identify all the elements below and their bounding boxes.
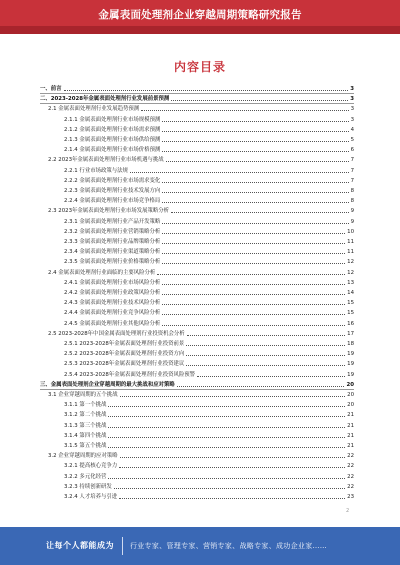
toc-entry-page: 6 (350, 147, 354, 154)
toc-entry-label: 2.4.5 金属表面处理剂行业其他风险分析 (64, 320, 161, 327)
toc-leader-dots (162, 314, 345, 315)
toc-entry-label: 2.5.2 2023-2028年金属表面处理剂行业投资方向 (64, 351, 185, 358)
toc-leader-dots (162, 243, 345, 244)
toc-leader-dots (119, 467, 345, 468)
toc-entry-page: 11 (347, 249, 354, 256)
toc-entry-label: 2.3.4 金属表面处理剂行业渠道策略分析 (64, 249, 161, 256)
toc-leader-dots (157, 274, 345, 275)
toc-leader-dots (108, 406, 345, 407)
toc-entry[interactable] (40, 329, 354, 338)
toc-entry-page: 7 (350, 177, 354, 184)
toc-entry-page: 3 (350, 106, 354, 113)
toc-leader-dots (197, 376, 345, 377)
toc-entry-page: 3 (350, 96, 354, 103)
header-band (0, 26, 400, 34)
toc-leader-dots (130, 172, 349, 173)
toc-entry-page: 11 (347, 239, 354, 245)
toc-entry-page: 21 (347, 422, 354, 429)
toc-leader-dots (108, 437, 345, 438)
toc-leader-dots (114, 488, 345, 489)
toc-entry[interactable] (40, 349, 354, 358)
toc-entry-label: 3.1.3 第三个挑战 (64, 422, 107, 429)
toc-entry-page: 22 (347, 483, 354, 490)
toc-entry[interactable] (40, 441, 354, 450)
toc-entry-label: 2.5.4 2023-2028年金属表面处理剂行业投资风险预警 (64, 371, 196, 378)
toc-entry[interactable] (40, 237, 354, 246)
toc-entry[interactable] (40, 431, 354, 440)
toc-entry-label: 2.1.1 金属表面处理剂行业市场规模预测 (64, 116, 161, 123)
toc-entry-label: 2.2.4 金属表面处理剂行业市场竞争格局 (64, 198, 161, 205)
footer-banner (0, 527, 400, 565)
toc-leader-dots (171, 100, 348, 101)
toc-leader-dots (162, 233, 345, 234)
toc-entry-label: 2.3 2023年金属表面处理剂行业市场发展策略分析 (48, 208, 170, 215)
toc-entry-label: 2.5.3 2023-2028年金属表面处理剂行业投资建议 (64, 361, 185, 368)
toc-entry[interactable] (40, 319, 354, 328)
toc-entry-page: 7 (350, 167, 354, 174)
toc-entry-label: 2.3.1 金属表面处理剂行业产品开发策略 (64, 218, 161, 225)
toc-entry[interactable] (40, 421, 354, 430)
toc-entry-page: 22 (347, 453, 354, 460)
toc-entry-page: 9 (350, 218, 354, 225)
toc-entry-label: 2.2.2 金属表面处理剂行业市场需求变化 (64, 177, 161, 184)
toc-entry-label: 2.4.4 金属表面处理剂行业竞争风险分析 (64, 310, 161, 317)
toc-leader-dots (187, 335, 345, 336)
toc-leader-dots (177, 386, 345, 387)
toc-leader-dots (162, 151, 348, 152)
toc-leader-dots (186, 365, 345, 366)
toc-entry-page: 20 (347, 392, 354, 398)
toc-entry[interactable] (40, 196, 354, 205)
toc-entry-page: 21 (347, 432, 354, 439)
toc-entry[interactable] (40, 390, 354, 399)
toc-entry-page: 17 (347, 330, 354, 337)
toc-entry[interactable] (40, 94, 354, 104)
toc-entry[interactable] (40, 155, 354, 164)
toc-entry[interactable] (40, 492, 354, 501)
toc-entry-page: 21 (347, 412, 354, 419)
toc-entry[interactable] (40, 166, 354, 175)
toc-entry-label: 一、前言 (40, 86, 62, 92)
toc-entry[interactable] (40, 268, 354, 277)
toc-entry-page: 13 (347, 279, 354, 286)
toc-leader-dots (108, 447, 345, 448)
page-number: 2 (346, 508, 350, 514)
toc-entry-label: 二、2023-2028年金属表面处理剂行业发展前景预测 (40, 96, 170, 103)
footer-slogan: 让每个人都能成为 (46, 541, 114, 550)
toc-leader-dots (171, 212, 349, 213)
toc-entry-label: 3.1 企业穿越周期的五个挑战 (48, 392, 118, 398)
toc-entry-page: 8 (350, 188, 354, 194)
toc-leader-dots (166, 161, 349, 162)
toc-entry-page: 16 (347, 320, 354, 327)
toc-entry[interactable] (40, 370, 354, 379)
toc-entry-page: 3 (350, 86, 354, 92)
toc-entry[interactable] (40, 400, 354, 409)
toc-entry[interactable] (40, 115, 354, 124)
toc-leader-dots (141, 110, 348, 111)
toc-leader-dots (186, 345, 345, 346)
toc-entry[interactable] (40, 176, 354, 185)
toc-entry-page: 15 (347, 310, 354, 317)
toc-entry-page: 22 (347, 463, 354, 470)
toc-entry-label: 2.3.2 金属表面处理剂行业营销策略分析 (64, 228, 161, 235)
toc-leader-dots (64, 90, 349, 91)
toc-entry-page: 15 (347, 300, 354, 307)
toc-entry-page: 19 (347, 351, 354, 358)
toc-heading: 内容目录 (173, 60, 226, 74)
toc-entry-label: 2.2.3 金属表面处理剂行业技术发展方向 (64, 188, 161, 194)
toc-leader-dots (162, 202, 348, 203)
toc-entry-label: 2.4 金属表面处理剂行业面临的主要风险分析 (48, 269, 156, 276)
toc-entry-page: 7 (350, 157, 354, 164)
toc-entry-label: 2.3.3 金属表面处理剂行业品牌策略分析 (64, 239, 161, 245)
toc-entry-page: 22 (347, 473, 354, 480)
toc-leader-dots (162, 121, 348, 122)
toc-entry-label: 2.1.2 金属表面处理剂行业市场需求预测 (64, 126, 161, 133)
report-title: 金属表面处理剂企业穿越周期策略研究报告 (98, 9, 302, 21)
toc-entry-label: 3.2.1 提高核心竞争力 (64, 463, 118, 470)
toc-entry-page: 18 (347, 341, 354, 347)
toc-leader-dots (162, 223, 348, 224)
toc-entry-label: 2.4.3 金属表面处理剂行业技术风险分析 (64, 300, 161, 307)
toc-leader-dots (162, 263, 345, 264)
toc-entry-page: 20 (346, 381, 354, 388)
toc-entry-page: 12 (347, 269, 354, 276)
table-of-contents (40, 84, 354, 504)
toc-entry-page: 4 (350, 126, 354, 133)
toc-entry-page: 8 (350, 198, 354, 205)
toc-entry-page: 19 (347, 371, 354, 378)
toc-entry-page: 21 (347, 443, 354, 449)
toc-entry[interactable] (40, 217, 354, 226)
toc-leader-dots (162, 325, 345, 326)
toc-leader-dots (120, 457, 346, 458)
toc-entry[interactable] (40, 339, 354, 348)
toc-entry[interactable] (40, 308, 354, 317)
toc-entry-label: 3.1.2 第二个挑战 (64, 412, 107, 419)
toc-leader-dots (162, 284, 345, 285)
toc-leader-dots (162, 294, 345, 295)
toc-entry[interactable] (40, 84, 354, 94)
toc-entry-page: 23 (347, 494, 354, 500)
toc-entry[interactable] (40, 206, 354, 215)
toc-entry[interactable] (40, 472, 354, 481)
toc-entry-label: 3.2.4 人才培养与引进 (64, 494, 118, 500)
toc-entry-label: 3.2 企业穿越周期的应对策略 (48, 453, 118, 460)
toc-entry[interactable] (40, 298, 354, 307)
toc-entry[interactable] (40, 380, 354, 390)
footer-divider (122, 537, 123, 555)
toc-leader-dots (162, 141, 348, 142)
toc-entry-label: 2.2.1 行业市场政策与法规 (64, 167, 128, 174)
toc-entry[interactable] (40, 461, 354, 470)
toc-entry-label: 2.5.1 2023-2028年金属表面处理剂行业投资前景 (64, 341, 185, 347)
toc-entry-label: 2.2 2023年金属表面处理剂行业市场机遇与挑战 (48, 157, 164, 164)
toc-entry-label: 2.1.3 金属表面处理剂行业市场供给预测 (64, 137, 161, 143)
toc-entry[interactable] (40, 104, 354, 113)
toc-entry[interactable] (40, 186, 354, 195)
toc-entry-page: 10 (347, 228, 354, 235)
toc-entry[interactable] (40, 227, 354, 236)
toc-leader-dots (119, 498, 345, 499)
toc-entry-label: 2.1.4 金属表面处理剂行业市场价格预测 (64, 147, 161, 154)
toc-entry-label: 3.1.5 第五个挑战 (64, 443, 107, 449)
toc-entry-label: 3.1.4 第四个挑战 (64, 432, 107, 439)
toc-entry[interactable] (40, 257, 354, 266)
toc-leader-dots (186, 355, 345, 356)
toc-leader-dots (162, 182, 348, 183)
toc-entry[interactable] (40, 125, 354, 134)
toc-leader-dots (162, 131, 348, 132)
header-banner (0, 0, 400, 34)
toc-entry-label: 2.4.2 金属表面处理剂行业政策风险分析 (64, 290, 161, 296)
toc-entry[interactable] (40, 135, 354, 144)
toc-entry-page: 5 (350, 137, 354, 143)
toc-entry[interactable] (40, 410, 354, 419)
toc-entry-label: 3.2.2 多元化经营 (64, 473, 107, 480)
toc-entry-label: 2.5 2023-2028年中国金属表面处理剂行业投资机会分析 (48, 330, 185, 337)
toc-entry-page: 14 (347, 290, 354, 296)
toc-entry-label: 2.4.1 金属表面处理剂行业市场风险分析 (64, 279, 161, 286)
toc-entry-page: 12 (347, 259, 354, 266)
toc-entry[interactable] (40, 451, 354, 460)
toc-entry[interactable] (40, 247, 354, 256)
toc-leader-dots (162, 253, 345, 254)
toc-entry-page: 19 (347, 361, 354, 368)
toc-entry[interactable] (40, 482, 354, 491)
toc-entry[interactable] (40, 278, 354, 287)
footer-tagline: 行业专家、管理专家、营销专家、战略专家、成功企业家…… (130, 542, 328, 550)
toc-entry-page: 20 (347, 402, 354, 409)
toc-entry[interactable] (40, 288, 354, 297)
toc-entry-label: 3.2.3 持续创新研发 (64, 483, 112, 490)
toc-leader-dots (120, 396, 346, 397)
toc-leader-dots (162, 304, 345, 305)
toc-entry-label: 3.1.1 第一个挑战 (64, 402, 107, 409)
toc-entry-page: 9 (350, 208, 354, 215)
toc-entry-label: 三、金属表面处理剂企业穿越周期的最大挑战和应对策略 (40, 381, 175, 388)
toc-leader-dots (108, 416, 345, 417)
toc-leader-dots (108, 427, 345, 428)
toc-leader-dots (162, 192, 348, 193)
toc-entry-label: 2.3.5 金属表面处理剂行业价格策略分析 (64, 259, 161, 266)
toc-entry[interactable] (40, 145, 354, 154)
toc-leader-dots (108, 478, 345, 479)
toc-entry[interactable] (40, 359, 354, 368)
toc-entry-label: 2.1 金属表面处理剂行业发展趋势预测 (48, 106, 140, 113)
toc-entry-page: 3 (350, 116, 354, 123)
